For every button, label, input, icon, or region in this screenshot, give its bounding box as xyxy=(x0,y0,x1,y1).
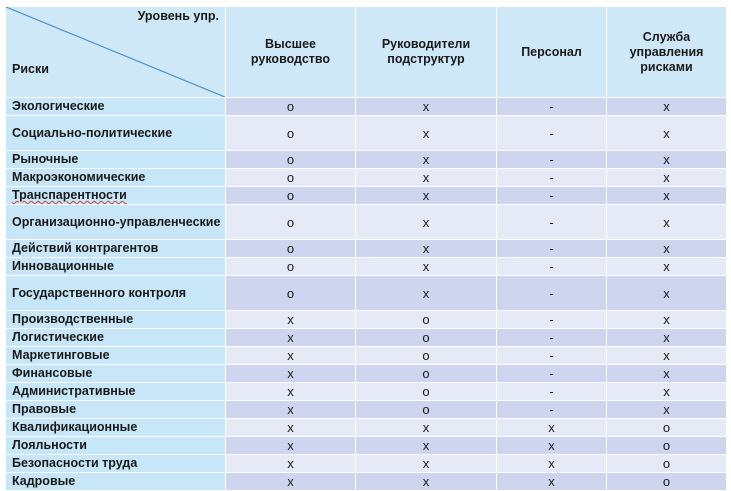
matrix-cell: х xyxy=(356,98,497,116)
risk-name: Административные xyxy=(12,384,136,398)
matrix-cell: о xyxy=(226,205,356,240)
risk-name-cell xyxy=(6,329,226,347)
matrix-cell: о xyxy=(356,383,497,401)
matrix-cell: о xyxy=(356,347,497,365)
matrix-cell: о xyxy=(226,187,356,205)
table-row xyxy=(6,187,727,205)
table-row xyxy=(6,151,727,169)
matrix-cell: х xyxy=(607,347,727,365)
matrix-cell: х xyxy=(356,187,497,205)
matrix-cell: х xyxy=(356,258,497,276)
table-row xyxy=(6,365,727,383)
risk-name: Действий контрагентов xyxy=(12,241,159,255)
matrix-cell: х xyxy=(356,151,497,169)
matrix-cell: - xyxy=(497,276,607,311)
matrix-cell: о xyxy=(356,365,497,383)
table-row xyxy=(6,401,727,419)
table-row xyxy=(6,437,727,455)
header-row xyxy=(6,7,727,98)
risk-name: Квалификационные xyxy=(12,420,138,434)
matrix-cell: х xyxy=(607,329,727,347)
matrix-cell: х xyxy=(607,311,727,329)
matrix-cell: х xyxy=(607,205,727,240)
matrix-cell: х xyxy=(226,311,356,329)
matrix-cell: х xyxy=(607,276,727,311)
risk-table xyxy=(6,7,727,491)
risk-name-cell xyxy=(6,437,226,455)
table-row xyxy=(6,329,727,347)
table-row xyxy=(6,347,727,365)
matrix-cell: х xyxy=(356,437,497,455)
col-header-risk-service: Служба управления рисками xyxy=(607,7,727,98)
table-row xyxy=(6,258,727,276)
matrix-cell: - xyxy=(497,383,607,401)
matrix-cell: - xyxy=(497,187,607,205)
risk-name: Правовые xyxy=(12,402,77,416)
risk-name: Финансовые xyxy=(12,366,93,380)
risk-name-cell xyxy=(6,311,226,329)
matrix-cell: х xyxy=(607,258,727,276)
risk-name: Кадровые xyxy=(12,474,76,488)
risk-name: Рыночные xyxy=(12,152,79,166)
risk-name: Экологические xyxy=(12,99,105,113)
table-body xyxy=(6,98,727,491)
matrix-cell: х xyxy=(226,437,356,455)
matrix-cell: х xyxy=(226,329,356,347)
corner-level-label: Уровень упр. xyxy=(137,9,219,23)
matrix-cell: х xyxy=(607,169,727,187)
matrix-cell: х xyxy=(356,419,497,437)
risk-name-cell xyxy=(6,473,226,491)
matrix-cell: о xyxy=(356,329,497,347)
matrix-cell: о xyxy=(607,437,727,455)
table-row xyxy=(6,205,727,240)
risk-name-cell xyxy=(6,455,226,473)
matrix-cell: х xyxy=(497,419,607,437)
risk-name-cell xyxy=(6,383,226,401)
matrix-cell: х xyxy=(607,151,727,169)
table-row xyxy=(6,419,727,437)
risk-matrix xyxy=(6,7,727,491)
matrix-cell: - xyxy=(497,240,607,258)
risk-name-cell xyxy=(6,240,226,258)
risk-name-cell xyxy=(6,169,226,187)
risk-name: Лояльности xyxy=(12,438,87,452)
matrix-cell: о xyxy=(226,240,356,258)
table-row xyxy=(6,169,727,187)
matrix-cell: х xyxy=(607,240,727,258)
matrix-cell: о xyxy=(226,258,356,276)
risk-name-cell xyxy=(6,116,226,151)
matrix-cell: - xyxy=(497,401,607,419)
risk-name-cell xyxy=(6,365,226,383)
matrix-cell: - xyxy=(497,365,607,383)
matrix-cell: х xyxy=(497,437,607,455)
matrix-cell: - xyxy=(497,205,607,240)
matrix-cell: х xyxy=(356,240,497,258)
matrix-cell: х xyxy=(607,98,727,116)
risk-name: Макроэкономические xyxy=(12,170,146,184)
matrix-cell: о xyxy=(226,151,356,169)
risk-name-cell xyxy=(6,419,226,437)
col-header-staff: Персонал xyxy=(497,7,607,98)
matrix-cell: х xyxy=(356,205,497,240)
matrix-cell: х xyxy=(226,401,356,419)
matrix-cell: - xyxy=(497,169,607,187)
risk-name-cell xyxy=(6,401,226,419)
matrix-cell: - xyxy=(497,116,607,151)
risk-name: Маркетинговые xyxy=(12,348,110,362)
matrix-cell: х xyxy=(607,365,727,383)
risk-name-cell xyxy=(6,98,226,116)
matrix-cell: о xyxy=(356,401,497,419)
matrix-cell: о xyxy=(356,311,497,329)
matrix-cell: х xyxy=(356,276,497,311)
matrix-cell: х xyxy=(497,455,607,473)
matrix-cell: о xyxy=(226,116,356,151)
matrix-cell: - xyxy=(497,151,607,169)
table-row xyxy=(6,240,727,258)
matrix-cell: х xyxy=(226,419,356,437)
corner-cell xyxy=(6,7,226,98)
matrix-cell: х xyxy=(607,187,727,205)
matrix-cell: - xyxy=(497,347,607,365)
matrix-cell: х xyxy=(607,116,727,151)
matrix-cell: х xyxy=(356,169,497,187)
matrix-cell: о xyxy=(607,419,727,437)
risk-name: Инновационные xyxy=(12,259,114,273)
matrix-cell: - xyxy=(497,329,607,347)
matrix-cell: о xyxy=(226,276,356,311)
col-header-unit-heads: Руководители подструктур xyxy=(356,7,497,98)
table-row xyxy=(6,455,727,473)
risk-name: Социально-политические xyxy=(12,125,173,140)
risk-name-cell xyxy=(6,205,226,240)
matrix-cell: о xyxy=(226,169,356,187)
matrix-cell: х xyxy=(226,473,356,491)
risk-name: Производственные xyxy=(12,312,134,326)
matrix-cell: о xyxy=(607,455,727,473)
matrix-cell: х xyxy=(356,455,497,473)
matrix-cell: х xyxy=(356,473,497,491)
table-row xyxy=(6,98,727,116)
matrix-cell: - xyxy=(497,98,607,116)
matrix-cell: х xyxy=(226,347,356,365)
risk-name-cell xyxy=(6,347,226,365)
matrix-cell: х xyxy=(356,116,497,151)
corner-risks-label: Риски xyxy=(12,62,49,76)
matrix-cell: х xyxy=(226,383,356,401)
matrix-cell: х xyxy=(497,473,607,491)
table-row xyxy=(6,276,727,311)
risk-name-cell xyxy=(6,151,226,169)
risk-name: Государственного контроля xyxy=(12,285,187,300)
risk-name-cell xyxy=(6,258,226,276)
matrix-cell: о xyxy=(226,98,356,116)
matrix-cell: х xyxy=(607,401,727,419)
matrix-cell: х xyxy=(607,383,727,401)
matrix-cell: о xyxy=(607,473,727,491)
risk-name: Логистические xyxy=(12,330,104,344)
table-row xyxy=(6,311,727,329)
risk-name-cell xyxy=(6,187,226,205)
matrix-cell: - xyxy=(497,311,607,329)
table-row xyxy=(6,116,727,151)
risk-name: Безопасности труда xyxy=(12,456,138,470)
risk-name: Организационно-управленческие xyxy=(12,214,221,229)
matrix-cell: - xyxy=(497,258,607,276)
risk-name-cell xyxy=(6,276,226,311)
table-row xyxy=(6,383,727,401)
table-row xyxy=(6,473,727,491)
matrix-cell: х xyxy=(226,455,356,473)
risk-name: Транспарентности xyxy=(12,188,127,202)
col-header-top-management: Высшее руководство xyxy=(226,7,356,98)
matrix-cell: х xyxy=(226,365,356,383)
